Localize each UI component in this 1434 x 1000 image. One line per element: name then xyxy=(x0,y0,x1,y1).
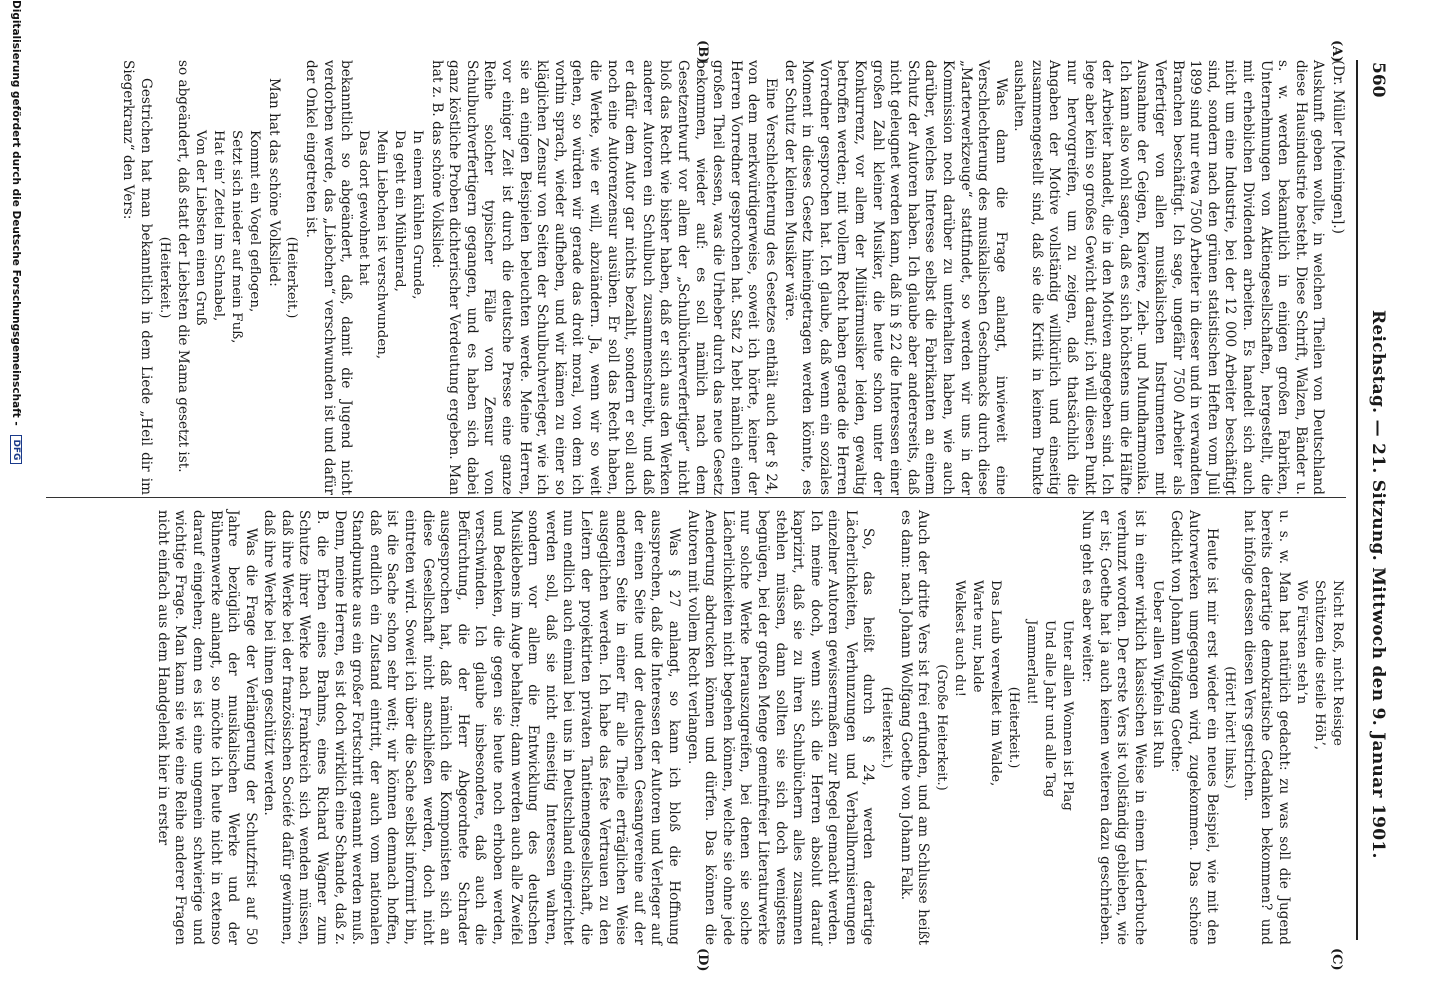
poem-line: Das dort gewohnet hat xyxy=(356,130,372,286)
poem-line: Unter allen Wonnen ist Plag xyxy=(1060,620,1076,811)
poem-line: Hat ein’ Zettel im Schnabel, xyxy=(211,130,227,322)
paragraph: bekanntlich so abgeändert, daß, damit die Jugend nicht verdorben werde, das „Liebchen“ verschwunden ist und dafür der Onkel eingetreten ist. xyxy=(302,60,355,495)
interjection: (Heiterkeit.) xyxy=(284,236,300,319)
paragraph: Auskunft geben wollte, in welchen Theilen von Deutschland diese Hausindustrie besteht. Diese Schrift, Walzen, Bänder u. s. w. werden bekanntlich in einigen großen Fabriken, Unternehmungen von Aktiengesellschaften, hergestellt, die mit erheblichen Dividenden arbeiten. Es handelt sich auch nicht um eine Industrie, bei der 12 000 Arbeiter beschäftigt sind, sondern nach den grünen statistischen Heften vom Juli 1899 sind nur etwa 7500 Arbeiter in dieser und in verwandten Branchen beschäftigt. Ich sage, ungefähr 7500 Arbeiter als Verfertiger von allen musikalischen Instrumenten mit Ausnahme der Geigen, Klaviere, Zieh- und Mundharmonika. Ich kann also wohl sagen, daß es sich höchstens um die Hälfte der Arbeiter handelt, die in den Motiven angegeben sind. Ich lege aber kein so großes Gewicht darauf; ich will diesen Punkt nur hervorgreifen, um zu zeigen, daß thatsächlich die Angaben der Motive vollständig willkürlich und einseitig zusammengestellt sind, daß sie die Kritik in keinem Punkte aushalten. xyxy=(1011,60,1327,495)
poem-line: Wo Fürsten steh’n xyxy=(1294,580,1309,705)
paragraph: Man hat das schöne Volkslied: xyxy=(265,78,282,287)
paragraph: Gestrichen hat man bekanntlich in dem Liede „Heil dir im Siegerkranz“ den Vers: xyxy=(120,60,154,495)
margin-marker-a: (A) xyxy=(1329,40,1344,63)
margin-marker-c: (C) xyxy=(1329,948,1344,971)
poem-block xyxy=(355,60,426,495)
poem-line: Das Laub verwelket im Walde, xyxy=(987,580,1003,787)
poem-line: Welkest auch du! xyxy=(951,580,967,697)
running-title: Reichstag. — 21. Sitzung. Mittwoch den 9. Januar 1901. xyxy=(1368,310,1388,859)
paragraph: Eine Verschlechterung des Gesetzes enthält auch der § 24, von dem merkwürdigerweise, soweit ich hörte, keiner der Herren Vorredner gesprochen hat. Satz 2 hebt nämlich einen großen Theil dessen, was die Urheber durch das neue Gesetz bekommen, wieder auf: es soll nämlich nach dem Gesetzentwurf vor allem der „Schulbücherverfertiger“ nicht bloß das Recht wie bisher haben, daß er sich aus den Werken anderer Autoren ein Schulbuch zusammenschreibt, und daß er dafür dem Autor gar nichts bezahlt, sondern er soll auch noch eine Autorenzensur ausüben. Er soll das Recht haben, die Werke, wie er will, abzuändern. Ja, wenn wir so weit gehen, so würden wir gerade das droit moral, von dem ich vorhin sprach, wieder aufheben, und wir kämen zu einer so kläglichen Zensur von Seiten der Schulbuchverleger, wie ich sie an einigen Beispielen beleuchten werde. Meine Herren, vor einiger Zeit ist durch die deutsche Presse eine ganze Reihe solcher typischer Fälle von Zensur von Schulbuchverfertigern gegangen, und es haben sich dabei ganz köstliche Proben dichterischer Verdeutung ergeben. Man hat z. B. das schöne Volkslied: xyxy=(428,60,779,495)
poem-line: Jammerlaut! xyxy=(1024,620,1040,705)
margin-marker-d: (D) xyxy=(695,948,710,972)
header-rule xyxy=(1356,60,1358,940)
paragraph: Auch der dritte Vers ist frei erfunden, und am Schlusse heißt es dann: nach Johann Wolfgang Goethe von Johann Falk. xyxy=(897,510,932,945)
footer-text: Digitalisierung gefördert durch die Deutsche Forschungsgemeinschaft - xyxy=(10,0,22,426)
left-column xyxy=(118,60,1346,495)
poem-line: Ueber allen Wipfeln ist Ruh xyxy=(1149,580,1165,769)
paragraph: So, das heißt durch § 24, werden derartige Lächerlichkeiten, Verhunzungen und Verballhornisierungen einzelner Autoren gewissermaßen zur Regel gemacht werden. Ich meine doch, wenn sich die Herren absolut darauf kaprizirt, daß sie zu ihren Schulbüchern alles zusammen stehlen müssen, dann sollten sie sich doch wenigstens begnügen, bei der großen Menge gemeinfreier Literaturwerke nur solche Werke herauszugreifen, bei denen sie solche Lächerlichkeiten nicht begehen können, welche sie ohne jede Aenderung abdrucken können und dürfen. Das können die Autoren mit vollem Recht verlangen. xyxy=(684,510,877,945)
right-column xyxy=(152,510,1346,945)
poem-block xyxy=(192,60,263,495)
page-header xyxy=(1360,0,1400,1000)
poem-block xyxy=(951,510,1004,945)
interjection: (Große Heiterkeit.) xyxy=(933,664,949,791)
interjection: (Heiterkeit.) xyxy=(156,236,172,319)
poem-line: Setzt sich nieder auf mein Fuß, xyxy=(229,130,245,344)
poem-line: Von der Liebsten einen Gruß xyxy=(193,130,209,326)
digitization-footer xyxy=(10,0,22,1000)
poem-line: Mein Liebchen ist verschwunden, xyxy=(374,130,390,360)
speaker-label: (Dr. Müller [Meiningen].) xyxy=(1330,60,1346,234)
poem-line: Da geht ein Mühlenrad, xyxy=(392,130,408,292)
poem-line: Warte nur, balde xyxy=(969,580,985,693)
paragraph: Heute ist mir erst wieder ein neues Beispiel, wie mit den Autorwerken umgegangen wird, zugekommen. Das schöne Gedicht von Johann Wolfgang Goethe: xyxy=(1168,510,1220,945)
paragraph: ist in einer wirklich klassischen Weise in einem Liederbuche verhunzt worden. Der erste Vers ist vollständig geblieben, wie er ist; Goethe hat ja auch keinen weiteren dazu geschrieben. Nun geht es aber weiter: xyxy=(1079,510,1148,945)
poem-line: Kommt ein Vogel geflogen, xyxy=(247,130,263,313)
interjection: (Heiterkeit.) xyxy=(879,686,895,769)
margin-marker-b: (B) xyxy=(695,40,710,64)
paragraph: so abgeändert, daß statt der Liebsten die Mama gesetzt ist. xyxy=(175,60,192,473)
paragraph: Was dann die Frage anlangt, inwieweit eine Verschlechterung des musikalischen Geschmacks durch diese „Marterwerkzeuge“ stattfindet, so werden wir uns in der Kommission noch darüber zu unterhalten haben, wie auch darüber, welches Interesse selbst die Fabrikanten an einem Schutz der Autoren haben. Ich glaube aber andererseits, daß nicht geleugnet werden kann, daß in § 22 die Interessen einer großen Zahl kleiner Musiker, die heute schon unter der Konkurrenz, vor allem der Militärmusiker leiden, gewaltig betroffen werden; mit vollem Recht haben gerade die Herren Vorredner gesprochen hat. Ich glaube, daß wenn ein soziales Moment in dieses Gesetz hineingetragen werden könnte, es der Schutz der kleinen Musiker wäre. xyxy=(781,60,1009,495)
poem-line: Nicht Roß, nicht Reisige xyxy=(1330,580,1345,746)
paragraph: Was die Frage der Verlängerung der Schutzfrist auf 50 Jahre bezüglich der musikalischen Werke und der Bühnenwerke anlangt, so möchte ich heute nicht in extenso darauf eingehen; denn es ist eine ungemein schwierige und wichtige Frage. Man kann sie wie eine Reihe anderer Fragen nicht einfach aus dem Handgelenk hier in erster xyxy=(154,510,259,945)
paragraph: u. s. w. Man hat natürlich gedacht: zu was soll die Jugend bereits derartige demokratische Gedanken bekommen? und hat infolge dessen diesen Vers gestrichen. xyxy=(1240,510,1292,945)
poem-line: Schützen die steile Höh’, xyxy=(1312,580,1327,750)
interjection: (Heiterkeit.) xyxy=(1006,686,1022,769)
column-divider xyxy=(46,497,1346,498)
paragraph: Was § 27 anlangt, so kann ich bloß die Hoffnung aussprechen, daß die Interessen der Autoren und Verleger auf der einen Seite und der deutschen Gesangvereine auf der anderen Seite in einer für alle Theile erträglichen Weise ausgeglichen werden. Ich habe das feste Vertrauen zu den Leitern der projektirten privaten Tantiemengesellschaft, die nun endlich auch einmal bei uns in Deutschland eingerichtet werden soll, daß sie nicht einseitig Interessen wahren, sondern vor allem die Entwicklung des deutschen Musiklebens im Auge behalten; dann werden auch alle Zweifel und Bedenken, die gegen sie heute noch erhoben werden, verschwinden. Ich glaube insbesondere, daß auch die Befürchtung, die der Herr Abgeordnete Schrader ausgesprochen hat, daß nämlich die Komponisten sich an diese Gesellschaft nicht anschließen werden, doch nicht eintreten wird. Soweit ich über die Sache selbst informirt bin, ist die Sache schon sehr weit; wir können demnach hoffen, daß endlich ein Zustand eintritt, der auch vom nationalen Standpunkte aus ein großer Fortschritt genannt werden muß. Denn, meine Herren, es ist doch wirklich eine Schande, daß z. B. die Erben eines Brahms, eines Richard Wagner zum Schutze ihrer Werke nach Frankreich sich wenden müssen, daß ihre Werke bei der französischen Société dafür gewinnen, daß ihre Werke bei ihnen geschützt werden. xyxy=(261,510,682,945)
page-number: 560 xyxy=(1368,62,1388,98)
poem-block xyxy=(1023,510,1076,945)
poem-line: Und alle Jahr und alle Tag xyxy=(1042,620,1058,798)
interjection: (Hört! hört! links.) xyxy=(1222,666,1238,789)
poem-block xyxy=(1293,510,1346,945)
poem-line: In einem kühlen Grunde, xyxy=(410,130,426,300)
dfg-logo: DFG xyxy=(10,435,22,464)
